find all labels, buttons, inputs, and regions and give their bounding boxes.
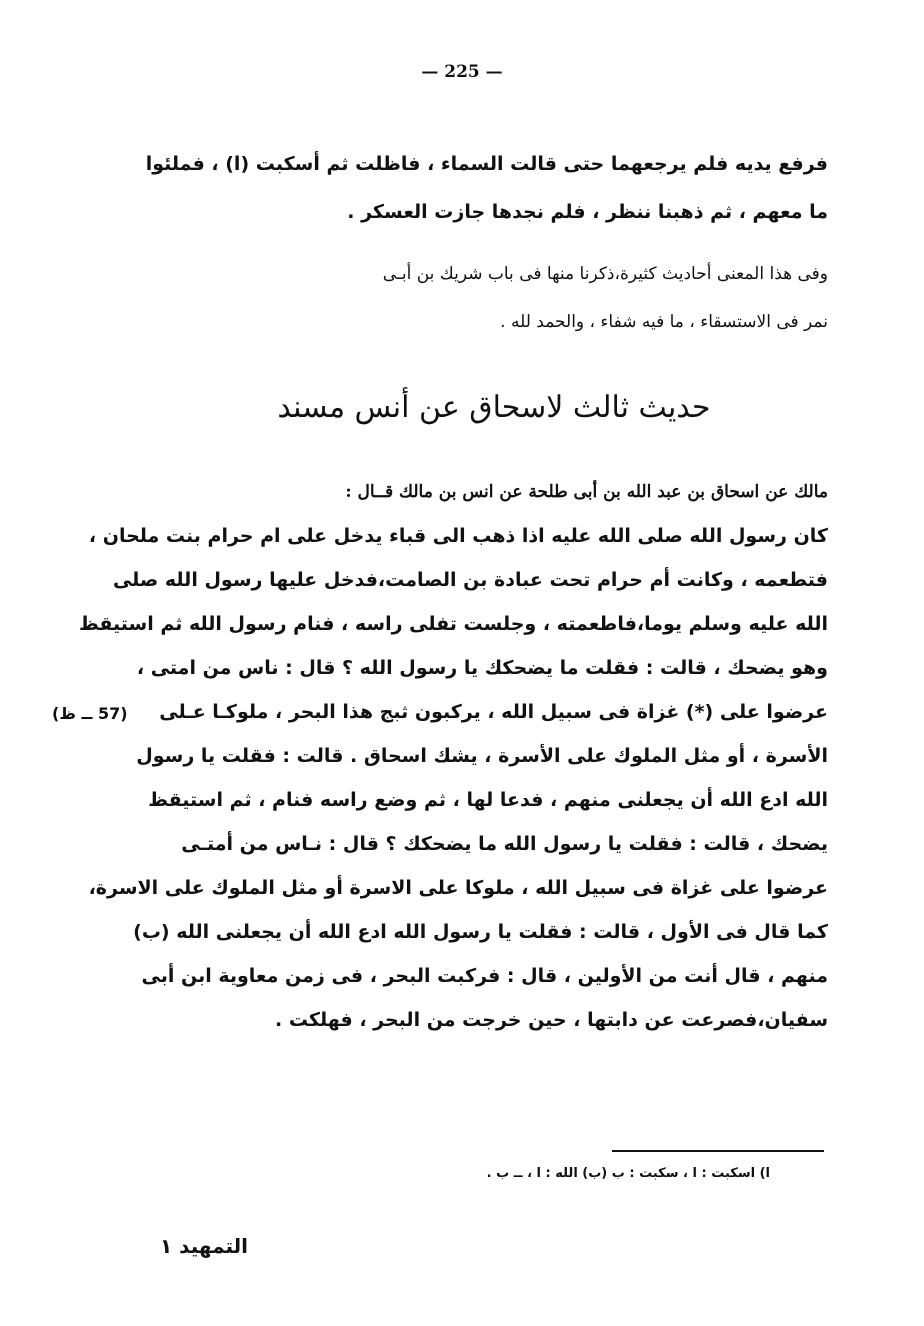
margin-reference: (57 ــ ظ) bbox=[52, 704, 128, 723]
paragraph-intro: مالك عن اسحاق بن عبد الله بن أبى طلحة عن انس بن مالك قــال : bbox=[345, 482, 828, 502]
signature-mark: التمهيد ١ bbox=[160, 1234, 249, 1258]
page-number: — 225 — bbox=[421, 62, 503, 82]
text-line: منهم ، قال أنت من الأولين ، قال : فركبت البحر ، فى زمن معاوية ابن أبى bbox=[141, 965, 828, 987]
text-line: عرضوا على (*) غزاة فى سبيل الله ، يركبون ثبج هذا البحر ، ملوكـا عـلى bbox=[159, 701, 828, 723]
text-line: عرضوا على غزاة فى سبيل الله ، ملوكا على الاسرة أو مثل الملوك على الاسرة، bbox=[88, 877, 828, 899]
text-line: نمر فى الاستسقاء ، ما فيه شفاء ، والحمد لله . bbox=[500, 312, 828, 332]
text-line: الله عليه وسلم يوما،فاطعمته ، وجلست تفلى راسه ، فنام رسول الله ثم استيقظ bbox=[78, 613, 828, 635]
text-line: فرفع يديه فلم يرجعهما حتى قالت السماء ، فاظلت ثم أسكبت (ا) ، فملئوا bbox=[145, 153, 828, 175]
text-line: وفى هذا المعنى أحاديث كثيرة،ذكرنا منها فى باب شريك بن أبـى bbox=[382, 264, 828, 284]
text-line: يضحك ، قالت : فقلت يا رسول الله ما يضحكك ؟ قال : نـاس من أمتـى bbox=[181, 833, 828, 855]
section-heading: حديث ثالث لاسحاق عن أنس مسند bbox=[277, 390, 711, 425]
footnote: ا) اسكبت : ا ، سكبت : ب (ب) الله : ا ، ــ ب . bbox=[486, 1166, 770, 1181]
text-line: وهو يضحك ، قالت : فقلت ما يضحكك يا رسول الله ؟ قال : ناس من امتى ، bbox=[136, 657, 828, 679]
text-line: فتطعمه ، وكانت أم حرام تحت عبادة بن الصامت،فدخل عليها رسول الله صلى bbox=[112, 569, 828, 591]
footnote-divider bbox=[612, 1150, 824, 1152]
text-line: ما معهم ، ثم ذهبنا ننظر ، فلم نجدها جازت العسكر . bbox=[347, 201, 828, 223]
text-line: الأسرة ، أو مثل الملوك على الأسرة ، يشك اسحاق . قالت : فقلت يا رسول bbox=[136, 745, 828, 767]
text-line: كما قال فى الأول ، قالت : فقلت يا رسول الله ادع الله أن يجعلنى الله (ب) bbox=[133, 921, 828, 943]
paragraph-2 bbox=[160, 250, 828, 346]
text-line: كان رسول الله صلى الله عليه اذا ذهب الى قباء يدخل على ام حرام بنت ملحان ، bbox=[88, 525, 828, 547]
text-line: سفيان،فصرعت عن دابتها ، حين خرجت من البحر ، فهلكت . bbox=[274, 1009, 828, 1031]
paragraph-1 bbox=[145, 140, 828, 236]
text-line: الله ادع الله أن يجعلنى منهم ، فدعا لها ، ثم وضع راسه فنام ، ثم استيقظ bbox=[148, 789, 828, 811]
